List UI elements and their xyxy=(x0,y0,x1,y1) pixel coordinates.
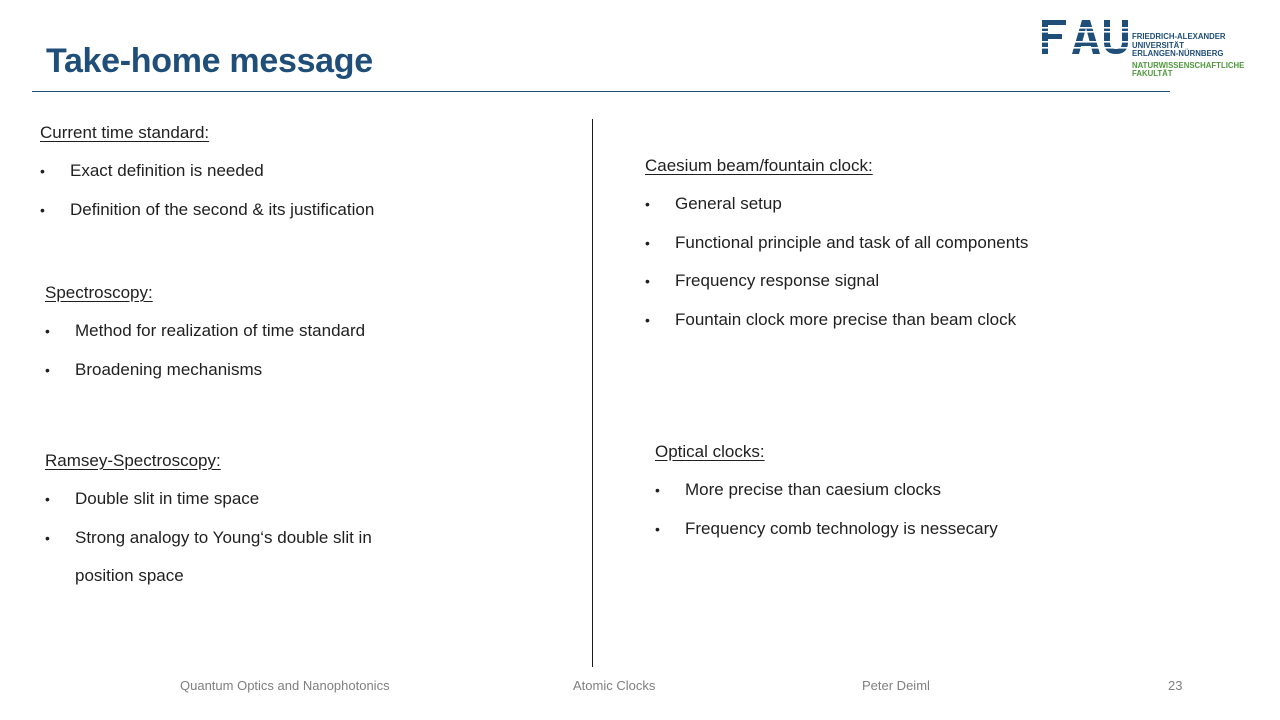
logo-text-line: FRIEDRICH-ALEXANDER xyxy=(1132,32,1226,41)
bullet-icon: • xyxy=(45,361,50,378)
bullet-icon: • xyxy=(45,491,50,507)
bullet-icon: • xyxy=(655,482,660,498)
bullet-icon: • xyxy=(645,196,650,212)
fau-wordmark-logo xyxy=(1042,18,1128,56)
bullet-text: Double slit in time space xyxy=(75,489,260,508)
section-heading: Caesium beam/fountain clock: xyxy=(645,156,873,175)
bullet-icon: • xyxy=(645,311,650,328)
bullet-list xyxy=(45,312,365,389)
bullet-item xyxy=(40,152,374,191)
bullet-text: More precise than caesium clocks xyxy=(685,480,942,499)
bullet-icon: • xyxy=(645,234,650,251)
bullet-icon: • xyxy=(655,520,660,537)
bullet-text: Fountain clock more precise than beam clock xyxy=(675,309,1017,329)
section-caesium-clock xyxy=(645,155,1085,339)
logo-faculty-line: NATURWISSENSCHAFTLICHE xyxy=(1132,61,1245,70)
section-heading: Ramsey-Spectroscopy: xyxy=(45,451,221,470)
bullet-icon: • xyxy=(40,163,45,179)
footer-author: Peter Deiml xyxy=(862,678,930,693)
bullet-item xyxy=(645,301,1085,340)
section-spectroscopy xyxy=(45,282,365,389)
column-divider xyxy=(592,119,593,667)
section-heading: Current time standard: xyxy=(40,123,210,142)
section-optical-clocks xyxy=(655,441,998,548)
bullet-text: Broadening mechanisms xyxy=(75,359,263,379)
bullet-list xyxy=(645,185,1085,339)
bullet-item xyxy=(655,510,998,549)
bullet-item xyxy=(645,224,1085,263)
logo-text-line: ERLANGEN-NÜRNBERG xyxy=(1132,49,1224,58)
section-heading: Optical clocks: xyxy=(655,442,765,461)
bullet-text: Strong analogy to Young‘s double slit in position space xyxy=(75,527,372,585)
bullet-text: Exact definition is needed xyxy=(70,161,264,180)
title-underline-rule xyxy=(32,91,1170,92)
bullet-item xyxy=(45,480,435,519)
bullet-list xyxy=(40,152,374,229)
bullet-icon: • xyxy=(45,529,50,546)
footer-course: Quantum Optics and Nanophotonics xyxy=(180,678,390,693)
bullet-item xyxy=(645,185,1085,224)
bullet-text: General setup xyxy=(675,194,782,213)
bullet-icon: • xyxy=(45,323,50,339)
bullet-item xyxy=(45,312,365,351)
fau-logo xyxy=(1042,18,1252,80)
logo-faculty-line: FAKULTÄT xyxy=(1132,69,1173,78)
bullet-item xyxy=(45,351,365,390)
bullet-icon: • xyxy=(645,273,650,289)
bullet-item xyxy=(655,471,998,510)
bullet-list xyxy=(45,480,435,596)
section-ramsey-spectroscopy xyxy=(45,450,435,596)
footer-page-number: 23 xyxy=(1168,678,1183,693)
logo-text-line: UNIVERSITÄT xyxy=(1132,41,1184,50)
slide-title: Take-home message xyxy=(46,42,373,80)
bullet-item xyxy=(45,519,435,596)
bullet-item xyxy=(40,191,374,230)
bullet-list xyxy=(655,471,998,548)
bullet-text: Frequency comb technology is nessecary xyxy=(685,518,998,538)
footer-topic: Atomic Clocks xyxy=(573,678,656,693)
bullet-text: Definition of the second & its justification xyxy=(70,199,375,219)
bullet-text: Method for realization of time standard xyxy=(75,321,366,340)
bullet-icon: • xyxy=(40,201,45,218)
section-heading: Spectroscopy: xyxy=(45,283,153,302)
bullet-text: Frequency response signal xyxy=(675,271,880,290)
bullet-text: Functional principle and task of all components xyxy=(675,232,1029,252)
section-current-time-standard xyxy=(40,122,374,229)
bullet-item xyxy=(645,262,1085,301)
